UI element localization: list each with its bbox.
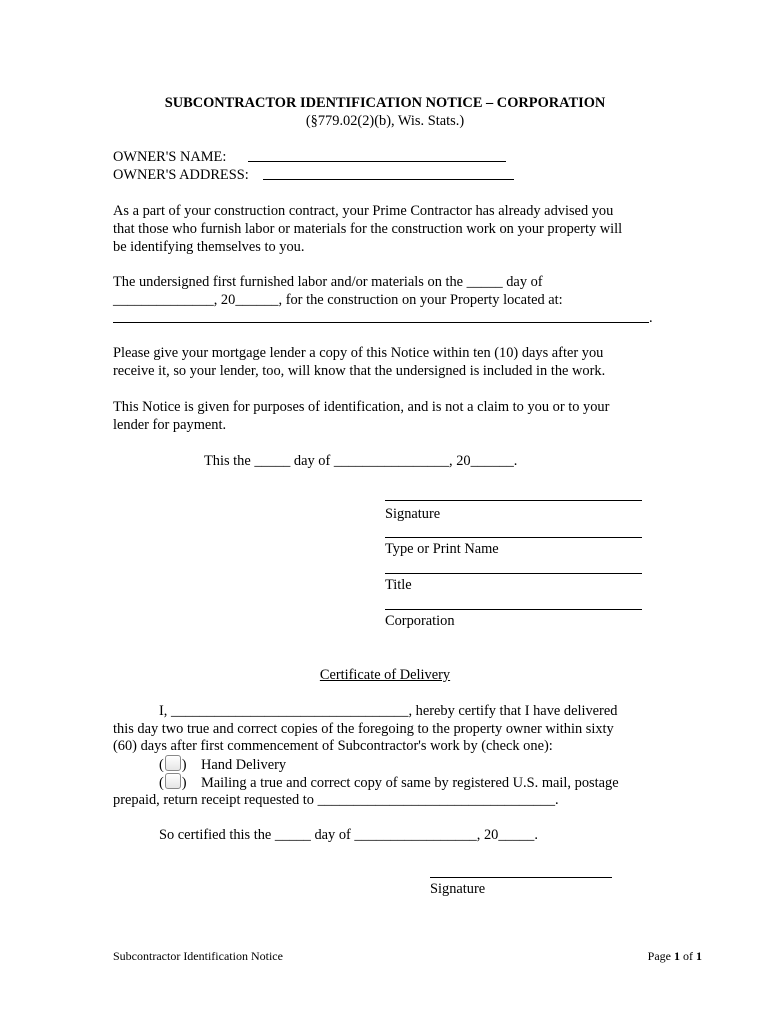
statute-reference: (§779.02(2)(b), Wis. Stats.) — [305, 113, 465, 129]
certify-suffix: , hereby certify that I have delivered — [408, 703, 618, 719]
signature-label: Signature — [385, 506, 441, 522]
lender-line-2: receive it, so your lender, too, will know that the undersigned is included in the work. — [113, 363, 606, 379]
mail-continuation: prepaid, return receipt requested to _________________________________. — [113, 792, 559, 808]
period-mark: . — [649, 310, 653, 326]
print-name-field[interactable] — [385, 537, 642, 538]
certify-prefix: I, — [159, 703, 171, 719]
identification-line-1: This Notice is given for purposes of identification, and is not a claim to you or to your — [113, 399, 610, 415]
intro-line-2: that those who furnish labor or materials for the construction work on your property will — [113, 221, 623, 237]
identification-line-2: lender for payment. — [113, 417, 227, 433]
page-of: of — [680, 949, 696, 963]
property-location-field[interactable] — [113, 322, 649, 323]
certificate-line-3: (60) days after first commencement of Subcontractor's work by (check one): — [113, 738, 553, 754]
certificate-line-2: this day two true and correct copies of the foregoing to the property owner within sixty — [113, 721, 614, 737]
owner-address-label: OWNER'S ADDRESS: — [113, 167, 249, 183]
mail-label: Mailing a true and correct copy of same by registered U.S. mail, postage — [200, 775, 619, 791]
owner-address-field[interactable] — [263, 179, 514, 180]
corporation-field[interactable] — [385, 609, 642, 610]
option-mail: ( ) Mailing a true and correct copy of same by registered U.S. mail, postage — [159, 775, 619, 791]
footer-title: Subcontractor Identification Notice — [113, 949, 283, 963]
title-field[interactable] — [385, 573, 642, 574]
certificate-signature-field[interactable] — [430, 877, 612, 878]
certificate-signature-label: Signature — [430, 881, 486, 897]
corporation-label: Corporation — [385, 613, 455, 629]
document-title: SUBCONTRACTOR IDENTIFICATION NOTICE – CORPORATION — [164, 95, 606, 111]
furnished-line-2: ______________, 20______, for the construction on your Property located at: — [113, 292, 563, 308]
title-label: Title — [385, 577, 412, 593]
owner-name-field[interactable] — [248, 161, 506, 162]
page-total: 1 — [696, 949, 702, 963]
lender-paragraph — [113, 344, 658, 380]
owner-name-label: OWNER'S NAME: — [113, 149, 227, 165]
print-name-label: Type or Print Name — [385, 541, 499, 557]
mail-checkbox[interactable] — [165, 773, 181, 789]
furnished-paragraph — [113, 273, 658, 309]
intro-paragraph — [113, 202, 658, 256]
dated-line: This the _____ day of ________________, 20______. — [204, 453, 518, 469]
intro-line-1: As a part of your construction contract, your Prime Contractor has already advised you — [113, 203, 614, 219]
furnished-line-1: The undersigned first furnished labor and/or materials on the _____ day of — [113, 274, 543, 290]
option-hand-delivery: ( ) Hand Delivery — [159, 757, 287, 773]
certificate-heading: Certificate of Delivery — [319, 667, 451, 683]
page-current: 1 — [674, 949, 680, 963]
certifier-name-field[interactable]: _________________________________ — [171, 703, 409, 719]
identification-paragraph — [113, 398, 658, 434]
page-prefix: Page — [647, 949, 674, 963]
hand-delivery-label: Hand Delivery — [200, 757, 287, 773]
signature-field[interactable] — [385, 500, 642, 501]
page-number — [648, 948, 702, 964]
intro-line-3: be identifying themselves to you. — [113, 239, 305, 255]
hand-delivery-checkbox[interactable] — [165, 755, 181, 771]
lender-line-1: Please give your mortgage lender a copy of this Notice within ten (10) days after you — [113, 345, 604, 361]
certificate-line-1 — [159, 702, 617, 720]
certified-date-line: So certified this the _____ day of _________________, 20_____. — [159, 827, 538, 843]
